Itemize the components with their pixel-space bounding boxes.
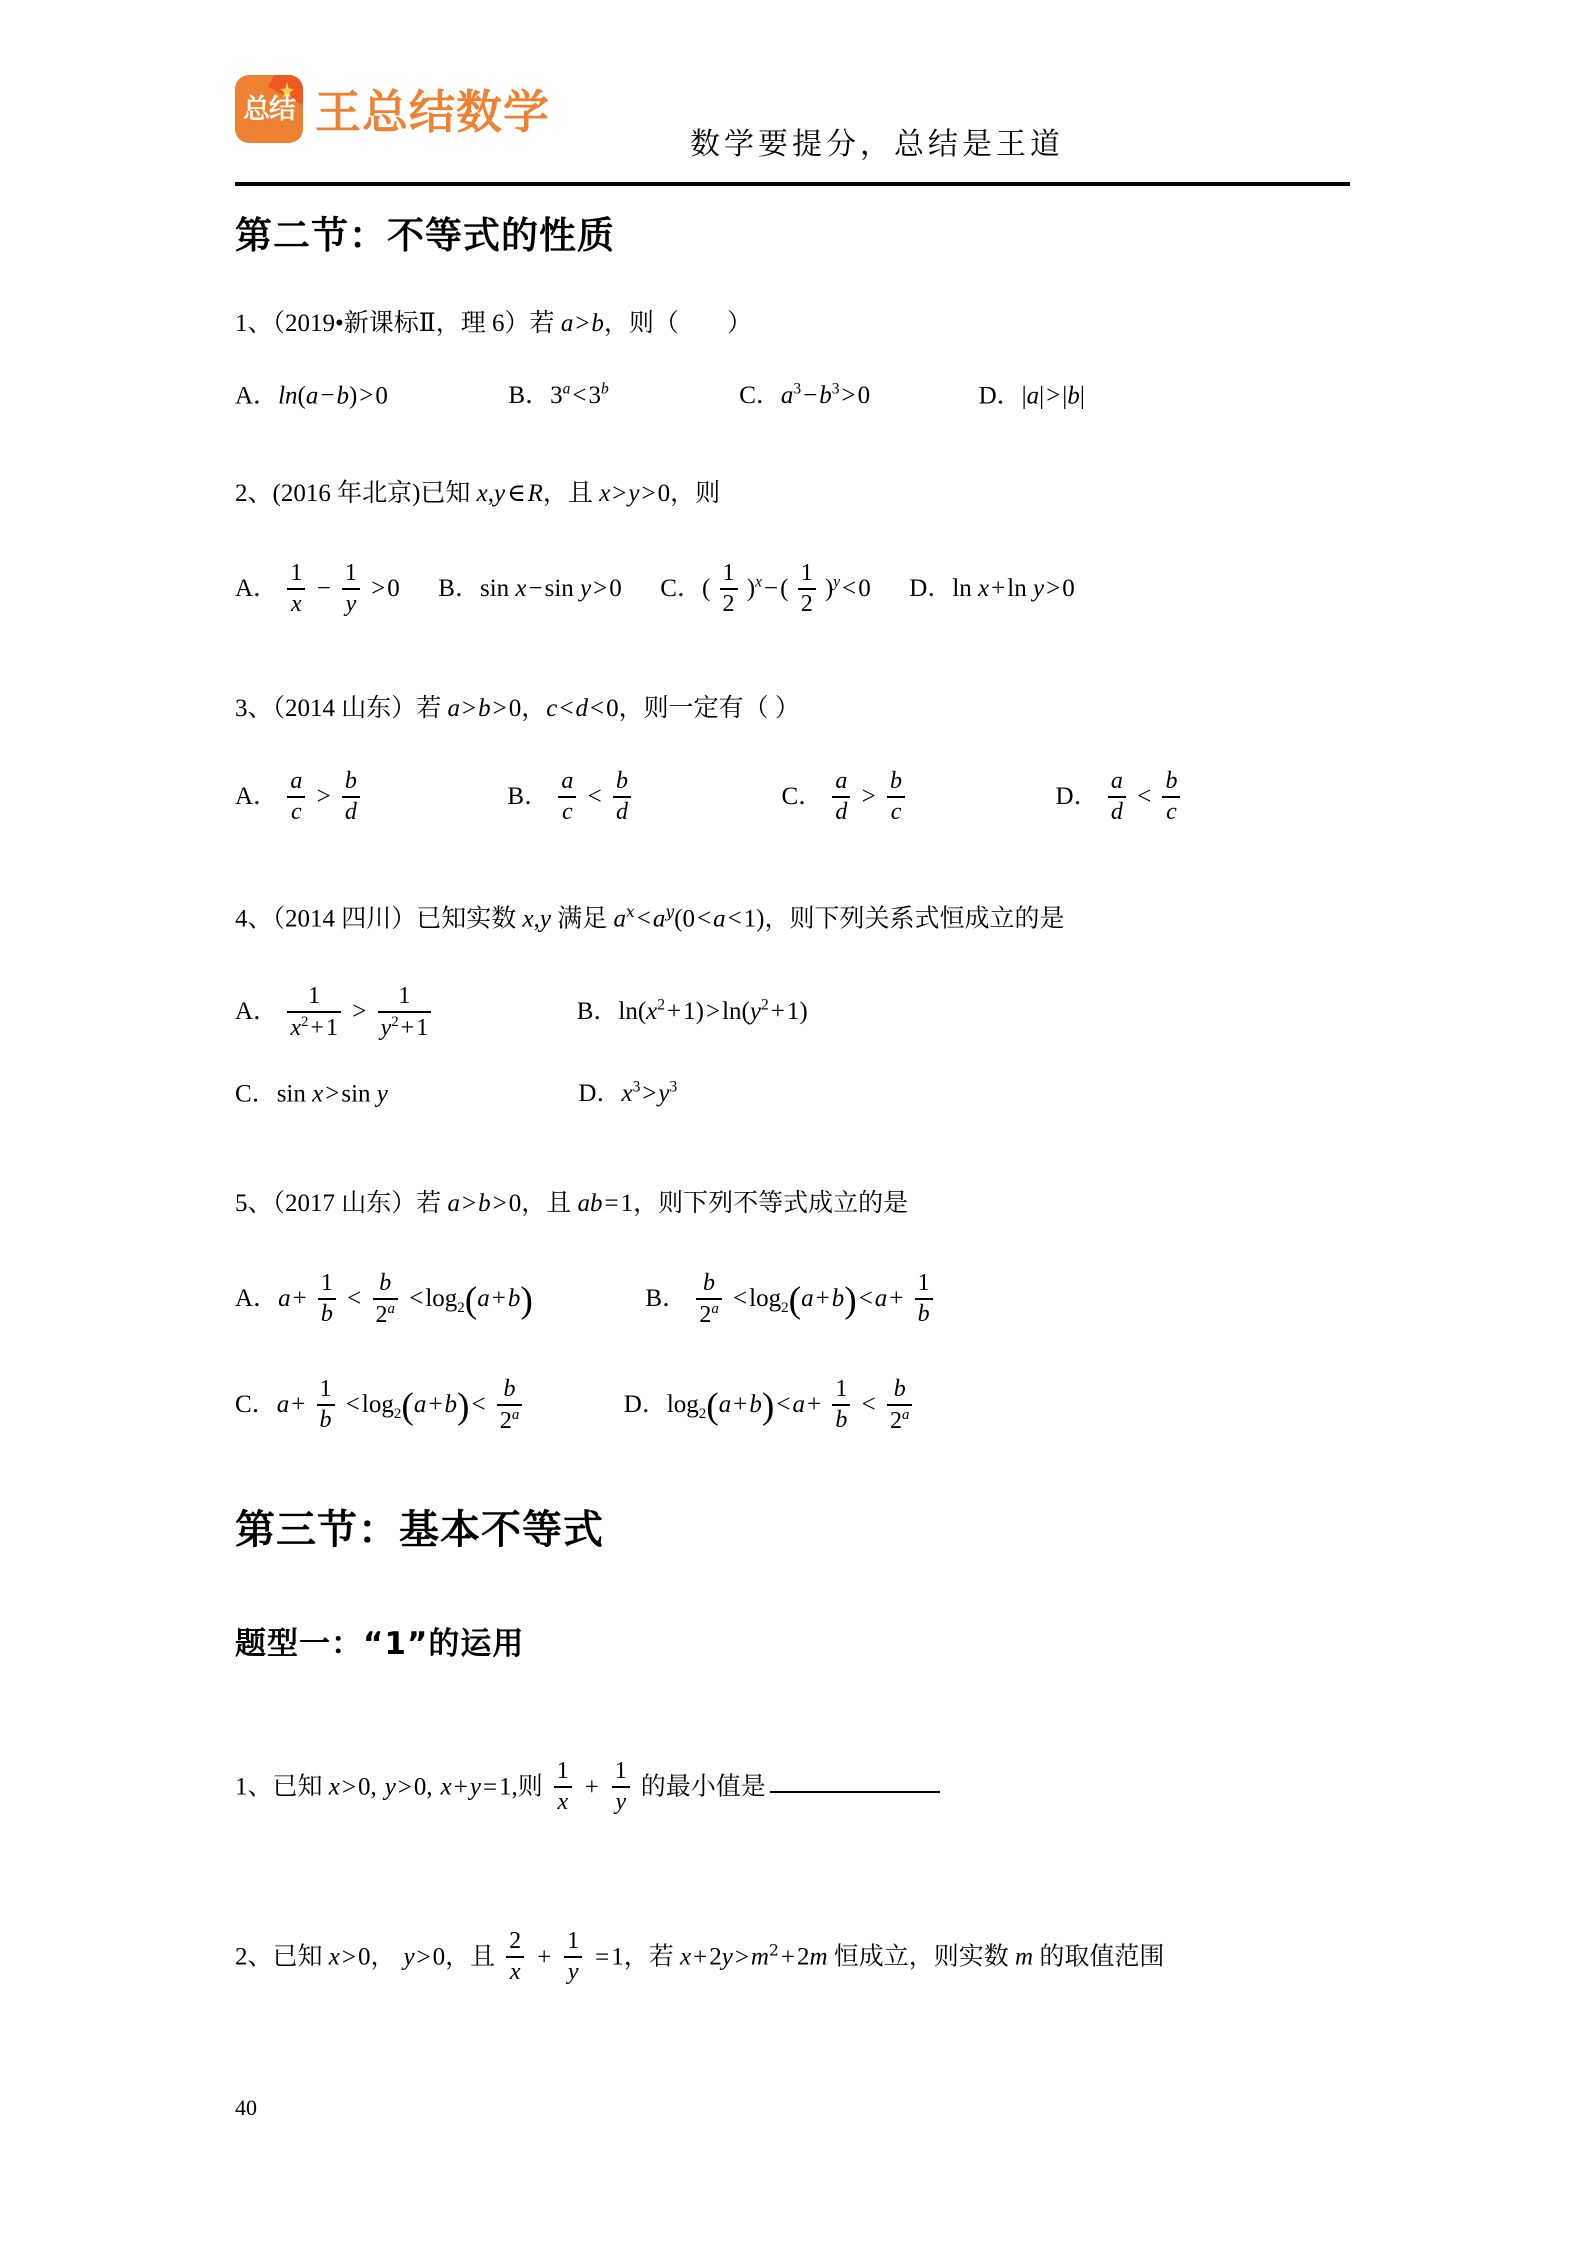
option-A[interactable]: A． $\frac{1}{x^2+1}$ > $\frac{1}{y^2+1}$: [235, 998, 434, 1025]
option-C[interactable]: C．( $\frac{1}{2}$ )$^x$−( $\frac{1}{2}$ )$^y$<0: [660, 559, 871, 617]
question-5-options-row2: [235, 1375, 915, 1435]
question-1-stem: 1、（2019•新课标Ⅱ，理 6）若 a>b，则（ ）: [235, 310, 752, 337]
page-number: 40: [235, 2095, 257, 2120]
logo-badge-text: 总结: [243, 93, 295, 125]
option-B[interactable]: B．$3^a<3^b$: [508, 381, 609, 410]
option-A[interactable]: A．ln(a−b)>0: [235, 382, 388, 410]
question-5-options-row1: [235, 1269, 936, 1329]
option-A[interactable]: A． $\frac{a}{c}$ > $\frac{b}{d}$: [235, 783, 363, 810]
option-B[interactable]: B．$\ln(x^2+1)>\ln(y^2+1)$: [576, 997, 808, 1026]
option-B[interactable]: B． $\frac{a}{c}$ < $\frac{b}{d}$: [507, 783, 634, 810]
logo-mark-icon: [235, 75, 303, 143]
option-B[interactable]: B． $\frac{b}{2^a}$ $<\log_2(a+b)<a+$ $\frac{1}{b}$: [645, 1285, 935, 1312]
section3-question-1: 1、已知 x>0, y>0, x+y=1,则 $\frac{1}{x}$ + $\frac{1}{y}$ 的最小值是: [235, 1760, 940, 1816]
header-divider: [235, 182, 1350, 186]
question-5-stem: 5、（2017 山东）若 a>b>0，且 ab=1，则下列不等式成立的是: [235, 1190, 909, 1217]
option-A[interactable]: A．a+ $\frac{1}{b}$ < $\frac{b}{2^a}$ $<\log_2(a+b)$: [235, 1269, 533, 1328]
question-1-options: [235, 382, 1085, 408]
section-title-3: 第三节：基本不等式: [235, 1507, 604, 1553]
option-A[interactable]: A． $\frac{1}{x}$ − $\frac{1}{y}$ >0: [235, 559, 400, 617]
question-3-options: [235, 767, 1183, 826]
section-title-2: 第二节：不等式的性质: [235, 214, 615, 257]
question-4-options-row1: [235, 982, 808, 1042]
option-C[interactable]: C．a+ $\frac{1}{b}$ $<\log_2(a+b)<$ $\frac{b}{2^a}$: [235, 1391, 525, 1418]
question-2-stem: 2、(2016 年北京)已知 x,y∈R，且 x>y>0，则: [235, 480, 721, 507]
subsection-title-1: 题型一：“1”的运用: [235, 1626, 525, 1662]
logo-wordmark: 王总结数学: [315, 85, 550, 139]
brand-logo: [235, 75, 550, 143]
option-D[interactable]: D．ln x+ln y>0: [909, 574, 1075, 602]
question-3-stem: 3、（2014 山东）若 a>b>0，c<d<0，则一定有（ ）: [235, 695, 800, 722]
option-C[interactable]: C． $\frac{a}{d}$ > $\frac{b}{c}$: [781, 783, 908, 810]
question-4-stem: 4、（2014 四川）已知实数 x,y 满足 $a^x<a^y(0<a<1)$，则下列关系式恒成立的是: [235, 903, 1065, 933]
option-C[interactable]: C．sin x>sin y: [235, 1080, 388, 1108]
option-D[interactable]: D．|a|>|b|: [978, 382, 1085, 410]
option-D[interactable]: D．$x^3>y^3$: [578, 1079, 678, 1108]
question-4-options-row2: [235, 1080, 677, 1106]
answer-blank[interactable]: [770, 1790, 940, 1793]
page-header: [235, 75, 1355, 180]
option-C[interactable]: C．$a^3-b^3>0$: [739, 381, 871, 410]
option-D[interactable]: D． $\frac{a}{d}$ < $\frac{b}{c}$: [1056, 783, 1184, 810]
option-D[interactable]: D．$\log_2(a+b)<a+$ $\frac{1}{b}$ < $\frac{b}{2^a}$: [624, 1391, 916, 1418]
question-2-options: [235, 559, 1075, 618]
option-B[interactable]: B．sin x−sin y>0: [438, 574, 622, 602]
header-tagline: 数学要提分，总结是王道: [690, 127, 1064, 162]
section3-question-2: 2、已知 x>0， y>0，且 $\frac{2}{x}$ + $\frac{1}{y}$ =1，若 $x+2y>m^2+2m$ 恒成立，则实数 m 的取值范围: [235, 1927, 1165, 1985]
